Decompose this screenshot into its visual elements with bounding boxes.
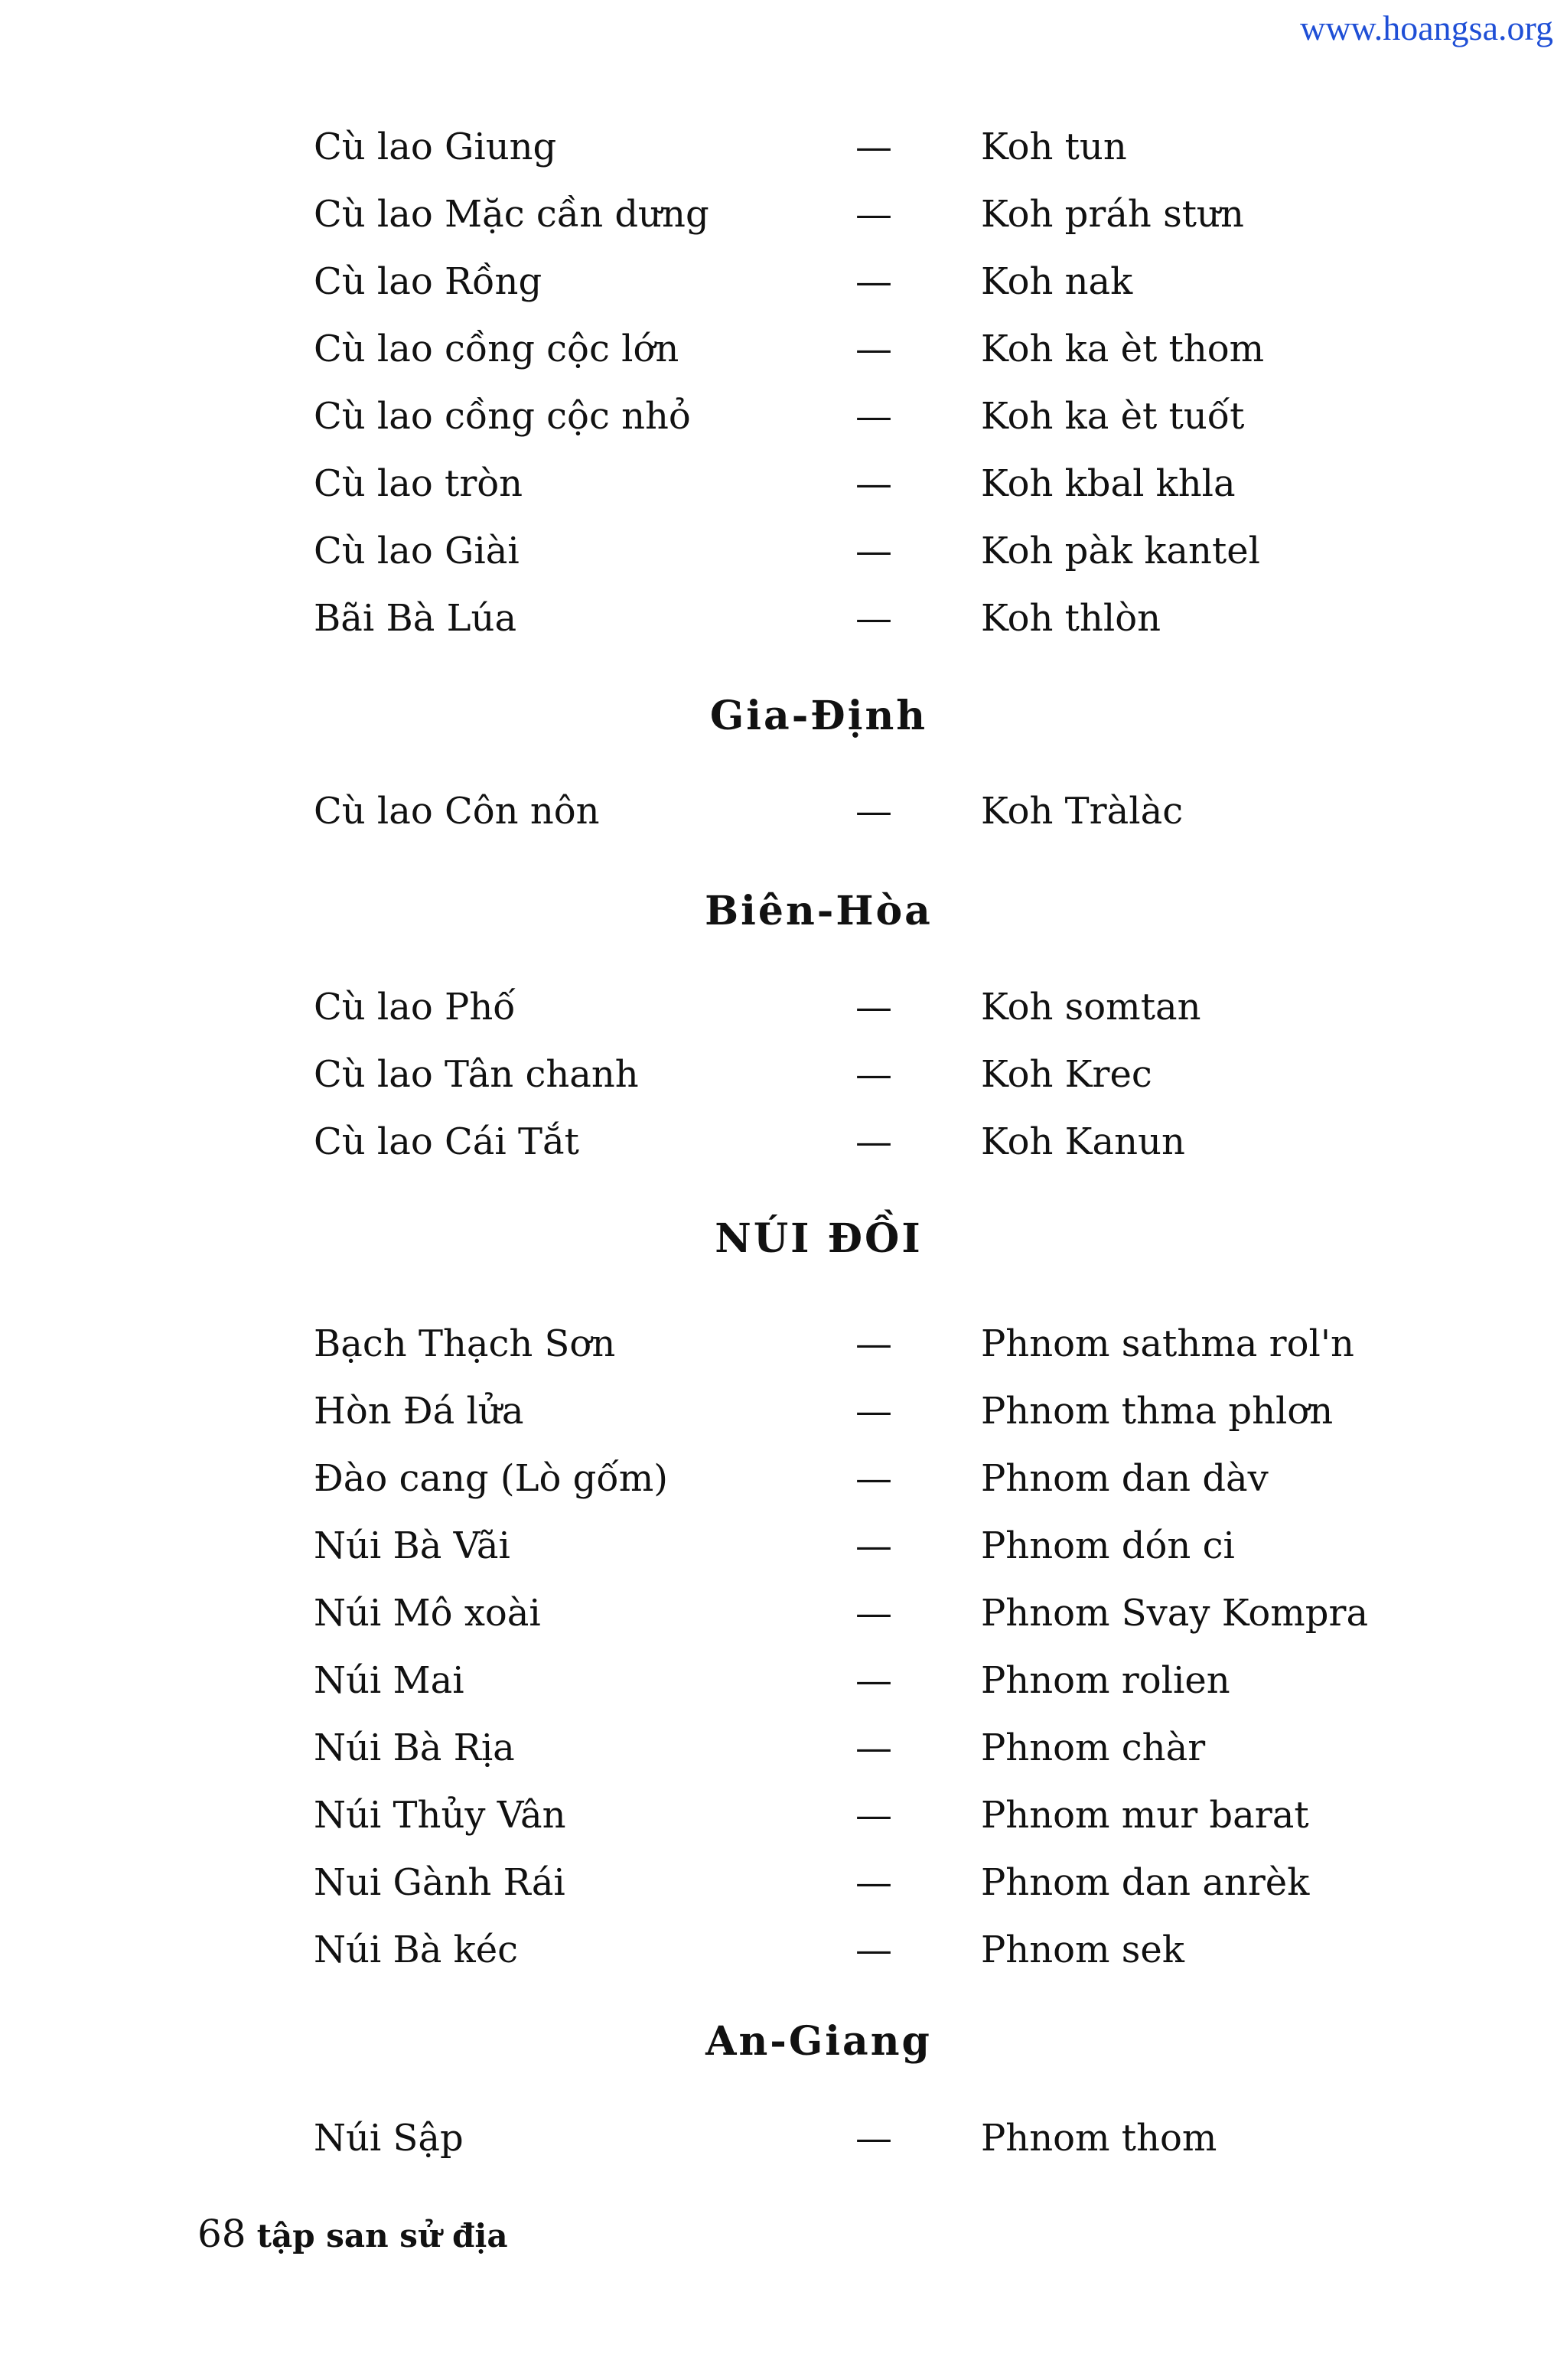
- vietnamese-name: Cù lao tròn: [314, 462, 523, 505]
- list-item: [0, 1714, 1567, 1782]
- khmer-name: Phnom dan dàv: [981, 1457, 1269, 1500]
- list-item: [0, 248, 1567, 315]
- separator-dash: —: [855, 1457, 892, 1500]
- list-item: [0, 2105, 1567, 2172]
- separator-dash: —: [855, 260, 892, 303]
- khmer-name: Koh Tràlàc: [981, 790, 1184, 833]
- khmer-name: Phnom dón ci: [981, 1524, 1235, 1567]
- vietnamese-name: Cù lao Rồng: [314, 260, 542, 303]
- list-item: [0, 1108, 1567, 1175]
- list-item: [0, 778, 1567, 845]
- separator-dash: —: [855, 530, 892, 572]
- vietnamese-name: Núi Bà Rịa: [314, 1726, 515, 1769]
- list-item: [0, 517, 1567, 585]
- vietnamese-name: Cù lao Tân chanh: [314, 1053, 639, 1096]
- vietnamese-name: Cù lao cồng cộc nhỏ: [314, 395, 691, 438]
- section-heading-an-giang: An-Giang: [705, 2018, 932, 2065]
- separator-dash: —: [855, 462, 892, 505]
- vietnamese-name: Cù lao Giài: [314, 530, 520, 572]
- khmer-name: Koh somtan: [981, 986, 1201, 1029]
- separator-dash: —: [855, 986, 892, 1029]
- separator-dash: —: [855, 1794, 892, 1837]
- watermark-link[interactable]: www.hoangsa.org: [1300, 8, 1553, 47]
- vietnamese-name: Núi Mô xoài: [314, 1592, 541, 1635]
- section-an-giang: [0, 2105, 1567, 2172]
- khmer-name: Phnom chàr: [981, 1726, 1206, 1769]
- separator-dash: —: [855, 1524, 892, 1567]
- separator-dash: —: [855, 1726, 892, 1769]
- separator-dash: —: [855, 126, 892, 168]
- list-item: [0, 1580, 1567, 1647]
- section-bien-hoa: [0, 973, 1567, 1175]
- list-item: [0, 383, 1567, 450]
- separator-dash: —: [855, 1120, 892, 1163]
- vietnamese-name: Núi Thủy Vân: [314, 1794, 566, 1837]
- separator-dash: —: [855, 1390, 892, 1433]
- vietnamese-name: Núi Bà kéc: [314, 1928, 519, 1971]
- vietnamese-name: Cù lao Côn nôn: [314, 790, 600, 833]
- separator-dash: —: [855, 1928, 892, 1971]
- list-item: [0, 1512, 1567, 1580]
- list-item: [0, 973, 1567, 1041]
- list-item: [0, 113, 1567, 181]
- list-item: [0, 585, 1567, 652]
- khmer-name: Koh ka èt thom: [981, 328, 1265, 370]
- khmer-name: Phnom thom: [981, 2117, 1217, 2160]
- khmer-name: Phnom rolien: [981, 1659, 1230, 1702]
- vietnamese-name: Cù lao Giung: [314, 126, 557, 168]
- vietnamese-name: Đào cang (Lò gốm): [314, 1457, 669, 1500]
- vietnamese-name: Cù lao Mặc cần dưng: [314, 193, 709, 236]
- list-item: [0, 1916, 1567, 1984]
- list-item: [0, 450, 1567, 517]
- khmer-name: Koh thlòn: [981, 597, 1161, 640]
- section-heading-gia-dinh: Gia-Định: [709, 693, 928, 739]
- separator-dash: —: [855, 193, 892, 236]
- khmer-name: Phnom thma phlơn: [981, 1390, 1334, 1433]
- list-item: [0, 1310, 1567, 1377]
- khmer-name: Phnom Svay Kompra: [981, 1592, 1369, 1635]
- khmer-name: Phnom mur barat: [981, 1794, 1309, 1837]
- vietnamese-name: Núi Bà Vãi: [314, 1524, 510, 1567]
- separator-dash: —: [855, 597, 892, 640]
- section-gia-dinh: [0, 778, 1567, 845]
- page-number: 68: [197, 2212, 246, 2256]
- list-item: [0, 315, 1567, 383]
- separator-dash: —: [855, 1659, 892, 1702]
- khmer-name: Koh Kanun: [981, 1120, 1185, 1163]
- khmer-name: Phnom sek: [981, 1928, 1184, 1971]
- khmer-name: Koh kbal khla: [981, 462, 1236, 505]
- separator-dash: —: [855, 328, 892, 370]
- khmer-name: Koh tun: [981, 126, 1127, 168]
- vietnamese-name: Cù lao Cái Tắt: [314, 1120, 579, 1163]
- list-item: [0, 1445, 1567, 1512]
- khmer-name: Koh nak: [981, 260, 1133, 303]
- list-item: [0, 1377, 1567, 1445]
- separator-dash: —: [855, 790, 892, 833]
- khmer-name: Koh ka èt tuốt: [981, 395, 1245, 438]
- vietnamese-name: Bạch Thạch Sơn: [314, 1322, 616, 1365]
- separator-dash: —: [855, 1592, 892, 1635]
- separator-dash: —: [855, 1322, 892, 1365]
- separator-dash: —: [855, 395, 892, 438]
- khmer-name: Phnom sathma rol'n: [981, 1322, 1354, 1365]
- list-item: [0, 1647, 1567, 1714]
- list-item: [0, 1782, 1567, 1849]
- page-footer: [197, 2212, 508, 2256]
- khmer-name: Koh práh stưn: [981, 193, 1244, 236]
- section-cu-lao-list: [0, 113, 1567, 652]
- vietnamese-name: Cù lao cồng cộc lớn: [314, 328, 679, 370]
- vietnamese-name: Nui Gành Rái: [314, 1861, 565, 1904]
- khmer-name: Koh pàk kantel: [981, 530, 1260, 572]
- separator-dash: —: [855, 1861, 892, 1904]
- list-item: [0, 1041, 1567, 1108]
- section-heading-nui-doi: NÚI ĐỒI: [715, 1215, 923, 1262]
- vietnamese-name: Cù lao Phố: [314, 986, 516, 1029]
- khmer-name: Phnom dan anrèk: [981, 1861, 1310, 1904]
- section-nui-doi: [0, 1310, 1567, 1984]
- khmer-name: Koh Krec: [981, 1053, 1152, 1096]
- vietnamese-name: Núi Sập: [314, 2117, 464, 2160]
- journal-title: tập san sử địa: [256, 2217, 508, 2254]
- vietnamese-name: Hòn Đá lửa: [314, 1390, 524, 1433]
- list-item: [0, 1849, 1567, 1916]
- vietnamese-name: Bãi Bà Lúa: [314, 597, 517, 640]
- separator-dash: —: [855, 1053, 892, 1096]
- vietnamese-name: Núi Mai: [314, 1659, 464, 1702]
- section-heading-bien-hoa: Biên-Hòa: [705, 888, 933, 934]
- list-item: [0, 181, 1567, 248]
- separator-dash: —: [855, 2117, 892, 2160]
